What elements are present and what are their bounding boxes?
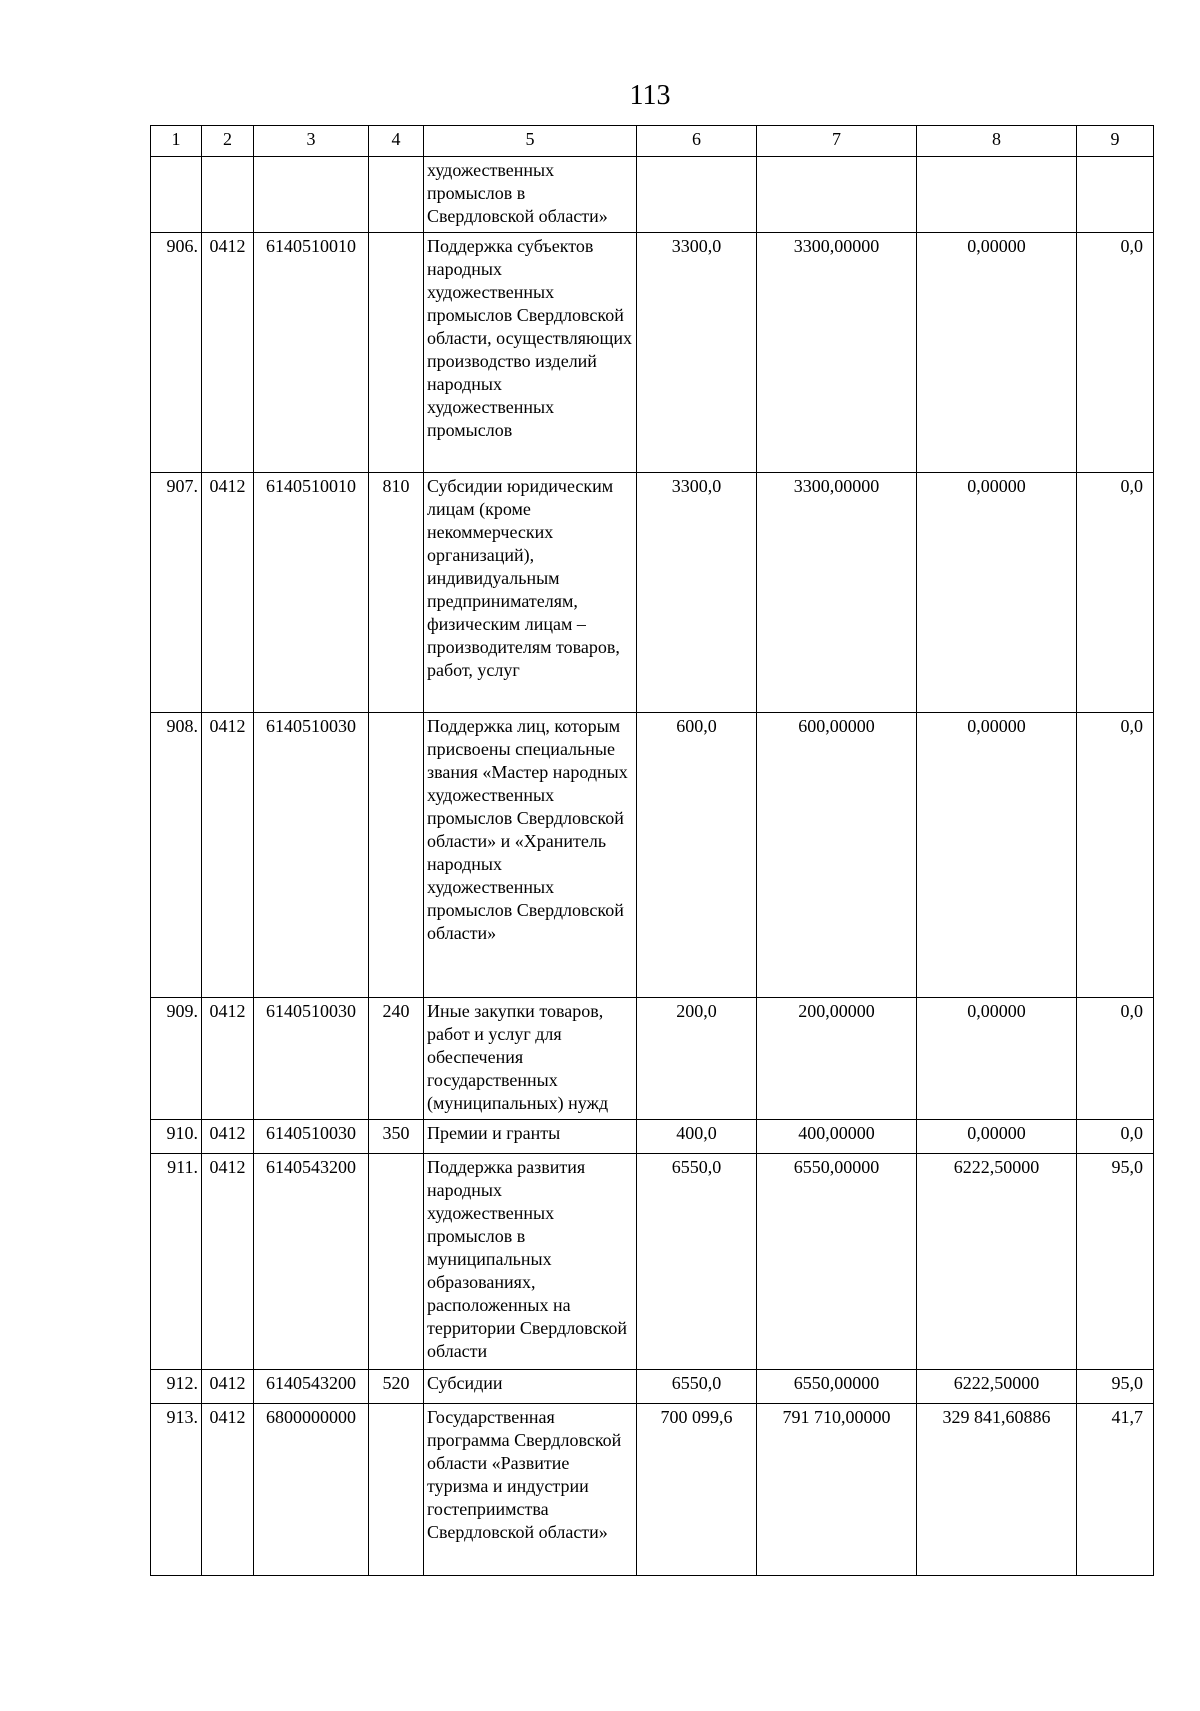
row-number-cell: 907. (151, 473, 202, 713)
section-code-cell (202, 157, 254, 233)
row-number-cell: 911. (151, 1154, 202, 1370)
target-code-cell: 6800000000 (254, 1404, 369, 1576)
name-cell: Субсидии юридическим лицам (кроме некоммерческих организаций), индивидуальным предпринимателям, физическим лицам – производителям товаров, работ, услуг (424, 473, 637, 713)
section-code-cell: 0412 (202, 713, 254, 998)
kind-code-cell: 240 (369, 998, 424, 1120)
row-number-cell: 909. (151, 998, 202, 1120)
header-cell: 6 (637, 126, 757, 157)
kind-code-cell (369, 157, 424, 233)
section-code-cell: 0412 (202, 473, 254, 713)
plan-cell: 700 099,6 (637, 1404, 757, 1576)
name-cell: Премии и гранты (424, 1120, 637, 1154)
header-cell: 4 (369, 126, 424, 157)
approved-cell: 400,00000 (757, 1120, 917, 1154)
name-cell: художественных промыслов в Свердловской области» (424, 157, 637, 233)
target-code-cell: 6140510010 (254, 233, 369, 473)
header-cell: 7 (757, 126, 917, 157)
kind-code-cell (369, 233, 424, 473)
executed-cell: 0,00000 (917, 233, 1077, 473)
row-number-cell: 906. (151, 233, 202, 473)
name-cell: Поддержка субъектов народных художественных промыслов Свердловской области, осуществляющих производство изделий народных художественных промыслов (424, 233, 637, 473)
approved-cell: 3300,00000 (757, 233, 917, 473)
table-row (151, 1120, 1154, 1154)
name-cell: Иные закупки товаров, работ и услуг для обеспечения государственных (муниципальных) нужд (424, 998, 637, 1120)
plan-cell: 600,0 (637, 713, 757, 998)
table-row (151, 713, 1154, 998)
row-number-cell: 913. (151, 1404, 202, 1576)
page-number: 113 (629, 80, 671, 111)
percent-cell: 41,7 (1077, 1404, 1154, 1576)
section-code-cell: 0412 (202, 1404, 254, 1576)
approved-cell: 6550,00000 (757, 1370, 917, 1404)
executed-cell: 0,00000 (917, 998, 1077, 1120)
row-number-cell: 908. (151, 713, 202, 998)
section-code-cell: 0412 (202, 998, 254, 1120)
kind-code-cell (369, 1154, 424, 1370)
header-cell: 5 (424, 126, 637, 157)
section-code-cell: 0412 (202, 1370, 254, 1404)
approved-cell: 6550,00000 (757, 1154, 917, 1370)
header-cell: 1 (151, 126, 202, 157)
header-row (151, 126, 1154, 157)
header-cell: 8 (917, 126, 1077, 157)
approved-cell: 600,00000 (757, 713, 917, 998)
name-cell: Государственная программа Свердловской области «Развитие туризма и индустрии гостеприимства Свердловской области» (424, 1404, 637, 1576)
executed-cell: 329 841,60886 (917, 1404, 1077, 1576)
kind-code-cell: 350 (369, 1120, 424, 1154)
percent-cell: 0,0 (1077, 233, 1154, 473)
executed-cell: 6222,50000 (917, 1370, 1077, 1404)
executed-cell: 0,00000 (917, 473, 1077, 713)
target-code-cell: 6140510030 (254, 998, 369, 1120)
name-cell: Поддержка лиц, которым присвоены специальные звания «Мастер народных художественных промыслов Свердловской области» и «Хранитель народных художественных промыслов Свердловской области» (424, 713, 637, 998)
target-code-cell: 6140543200 (254, 1370, 369, 1404)
table-row (151, 998, 1154, 1120)
percent-cell: 0,0 (1077, 998, 1154, 1120)
section-code-cell: 0412 (202, 1120, 254, 1154)
approved-cell: 200,00000 (757, 998, 917, 1120)
section-code-cell: 0412 (202, 233, 254, 473)
header-cell: 3 (254, 126, 369, 157)
table-row (151, 1154, 1154, 1370)
table-row (151, 473, 1154, 713)
plan-cell: 6550,0 (637, 1370, 757, 1404)
name-cell: Субсидии (424, 1370, 637, 1404)
target-code-cell: 6140510030 (254, 1120, 369, 1154)
plan-cell: 400,0 (637, 1120, 757, 1154)
target-code-cell: 6140510030 (254, 713, 369, 998)
kind-code-cell (369, 713, 424, 998)
percent-cell: 95,0 (1077, 1370, 1154, 1404)
row-number-cell: 910. (151, 1120, 202, 1154)
table-row (151, 233, 1154, 473)
target-code-cell: 6140510010 (254, 473, 369, 713)
plan-cell (637, 157, 757, 233)
table-row (151, 1370, 1154, 1404)
target-code-cell (254, 157, 369, 233)
executed-cell: 6222,50000 (917, 1154, 1077, 1370)
name-cell: Поддержка развития народных художественных промыслов в муниципальных образованиях, расположенных на территории Свердловской области (424, 1154, 637, 1370)
target-code-cell: 6140543200 (254, 1154, 369, 1370)
row-number-cell (151, 157, 202, 233)
executed-cell (917, 157, 1077, 233)
executed-cell: 0,00000 (917, 713, 1077, 998)
section-code-cell: 0412 (202, 1154, 254, 1370)
kind-code-cell: 520 (369, 1370, 424, 1404)
plan-cell: 3300,0 (637, 473, 757, 713)
executed-cell: 0,00000 (917, 1120, 1077, 1154)
approved-cell: 791 710,00000 (757, 1404, 917, 1576)
approved-cell: 3300,00000 (757, 473, 917, 713)
table-row (151, 157, 1154, 233)
plan-cell: 3300,0 (637, 233, 757, 473)
approved-cell (757, 157, 917, 233)
percent-cell: 95,0 (1077, 1154, 1154, 1370)
percent-cell: 0,0 (1077, 473, 1154, 713)
kind-code-cell (369, 1404, 424, 1576)
kind-code-cell: 810 (369, 473, 424, 713)
budget-table (150, 125, 1154, 1576)
percent-cell (1077, 157, 1154, 233)
table-row (151, 1404, 1154, 1576)
header-cell: 9 (1077, 126, 1154, 157)
plan-cell: 200,0 (637, 998, 757, 1120)
percent-cell: 0,0 (1077, 1120, 1154, 1154)
percent-cell: 0,0 (1077, 713, 1154, 998)
plan-cell: 6550,0 (637, 1154, 757, 1370)
row-number-cell: 912. (151, 1370, 202, 1404)
header-cell: 2 (202, 126, 254, 157)
